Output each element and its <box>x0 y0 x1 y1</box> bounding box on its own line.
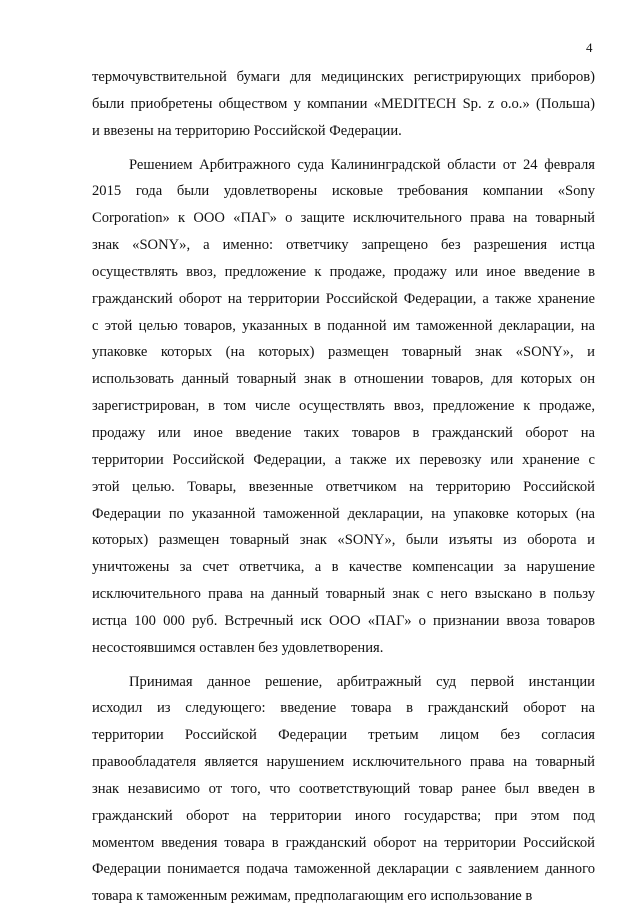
text-line: упаковке которых (на которых) размещен товарный знак «SONY», и <box>92 344 595 361</box>
paragraph-gap <box>92 145 595 152</box>
text-line: знак независимо от того, что соответствующий товар ранее был введен в <box>92 780 595 797</box>
paragraph <box>92 64 595 145</box>
text-line: 2015 года были удовлетворены исковые требования компании «Sony <box>92 183 595 200</box>
text-line: использовать данный товарный знак в отношении товаров, для которых он <box>92 371 595 388</box>
text-line: гражданский оборот на территории Российской Федерации, а также хранение <box>92 290 595 307</box>
paragraph <box>92 152 595 662</box>
paragraph <box>92 669 595 910</box>
text-line: гражданский оборот на территории иного государства; при этом под <box>92 807 595 824</box>
text-line: исключительного права на данный товарный знак с него взыскано в пользу <box>92 586 595 603</box>
text-line: Решением Арбитражного суда Калининградской области от 24 февраля <box>129 156 595 173</box>
text-line: истца 100 000 руб. Встречный иск ООО «ПАГ» о признании ввоза товаров <box>92 612 595 629</box>
text-line: были приобретены обществом у компании «MEDITECH Sp. z o.o.» (Польша) <box>92 95 595 112</box>
text-line: правообладателя является нарушением исключительного права на товарный <box>92 754 595 771</box>
text-line: товара к таможенным режимам, предполагающим его использование в <box>92 888 533 905</box>
text-line: территории Российской Федерации третьим лицом без согласия <box>92 727 595 744</box>
text-line: зарегистрирован, в том числе осуществлять ввоз, предложение к продаже, <box>92 398 595 415</box>
text-line: территории Российской Федерации, а также их перевозку или хранение с <box>92 451 595 468</box>
text-line: Corporation» к ООО «ПАГ» о защите исключительного права на товарный <box>92 210 595 227</box>
text-line: термочувствительной бумаги для медицинских регистрирующих приборов) <box>92 69 595 85</box>
text-line: продажу или иное введение таких товаров в гражданский оборот на <box>92 424 595 441</box>
paragraph-gap <box>92 662 595 669</box>
text-line: Принимая данное решение, арбитражный суд первой инстанции <box>129 673 595 690</box>
text-line: с этой целью товаров, указанных в поданной им таможенной декларации, на <box>92 317 595 334</box>
text-line: моментом введения товара в гражданский оборот на территории Российской <box>92 834 595 851</box>
text-line: исходил из следующего: введение товара в гражданский оборот на <box>92 700 595 717</box>
text-line: знак «SONY», а именно: ответчику запрещено без разрешения истца <box>92 237 595 254</box>
text-line: несостоявшимся оставлен без удовлетворения. <box>92 639 384 656</box>
text-line: и ввезены на территорию Российской Федерации. <box>92 122 402 139</box>
text-line: осуществлять ввоз, предложение к продаже, продажу или иное введение в <box>92 263 595 280</box>
text-line: этой целью. Товары, ввезенные ответчиком на территорию Российской <box>92 478 595 495</box>
text-line: Федерации по указанной таможенной декларации, на упаковке которых (на <box>92 505 595 522</box>
text-line: Федерации понимается подача таможенной декларации с заявлением данного <box>92 861 595 878</box>
document-body <box>92 64 595 910</box>
text-line: которых) размещен товарный знак «SONY», были изъяты из оборота и <box>92 532 595 549</box>
text-line: уничтожены за счет ответчика, а в качестве компенсации за нарушение <box>92 559 595 576</box>
page-number: 4 <box>586 40 593 55</box>
